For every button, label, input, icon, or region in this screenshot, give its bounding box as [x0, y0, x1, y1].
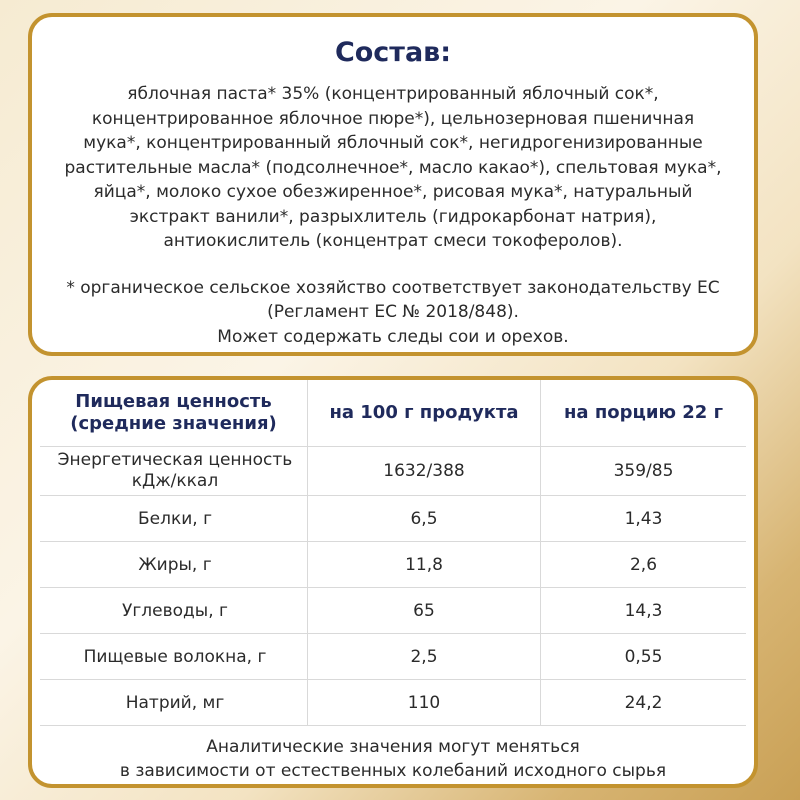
- footnote-text: [60, 276, 726, 350]
- value-per-portion: 24,2: [541, 680, 747, 726]
- ingredients-line: экстракт ванили*, разрыхлитель (гидрокарбонат натрия),: [129, 206, 657, 227]
- ingredients-line: антиокислитель (концентрат смеси токоферолов).: [163, 231, 623, 251]
- header-per-100g: на 100 г продукта: [308, 380, 541, 447]
- row-label: Пищевые волокна, г: [40, 634, 308, 680]
- value-per-100g: 6,5: [308, 496, 541, 542]
- composition-card: [28, 13, 758, 356]
- row-label: Углеводы, г: [40, 588, 308, 634]
- table-row: [40, 542, 746, 588]
- table-row: [40, 447, 746, 496]
- table-header-row: [40, 380, 746, 447]
- analytic-note: Аналитические значения могут меняться в зависимости от естественных колебаний исходного сырья: [119, 737, 667, 781]
- table-row: [40, 680, 746, 726]
- value-per-portion: 0,55: [541, 634, 747, 680]
- table-row: [40, 588, 746, 634]
- footnote-line: (Регламент ЕС № 2018/848).: [267, 302, 519, 322]
- value-per-100g: 65: [308, 588, 541, 634]
- nutrition-card: [28, 376, 758, 788]
- row-label: Жиры, г: [40, 542, 308, 588]
- value-per-100g: 11,8: [308, 542, 541, 588]
- ingredients-line: растительные масла* (подсолнечное*, масло какао*), спельтовая мука*,: [64, 157, 722, 178]
- row-label: Натрий, мг: [40, 680, 308, 726]
- ingredients-line: мука*, концентрированный яблочный сок*, негидрогенизированные: [83, 133, 703, 153]
- ingredients-text: [60, 82, 726, 254]
- nutrition-table: [40, 380, 746, 726]
- row-label: Энергетическая ценность кДж/ккал: [40, 447, 308, 496]
- ingredients-line: яблочная паста* 35% (концентрированный яблочный сок*,: [127, 84, 659, 104]
- table-row: [40, 496, 746, 542]
- value-per-100g: 110: [308, 680, 541, 726]
- footnote-line: * органическое сельское хозяйство соответствует законодательству ЕС: [66, 277, 720, 298]
- ingredients-line: концентрированное яблочное пюре*), цельнозерновая пшеничная: [91, 108, 695, 129]
- value-per-portion: 14,3: [541, 588, 747, 634]
- value-per-100g: 1632/388: [308, 447, 541, 496]
- row-label: Белки, г: [40, 496, 308, 542]
- value-per-100g: 2,5: [308, 634, 541, 680]
- table-row: [40, 634, 746, 680]
- value-per-portion: 359/85: [541, 447, 747, 496]
- header-per-portion: на порцию 22 г: [541, 380, 747, 447]
- value-per-portion: 2,6: [541, 542, 747, 588]
- header-nutritional-value: Пищевая ценность (средние значения): [40, 380, 308, 447]
- footnote-line: Может содержать следы сои и орехов.: [217, 326, 569, 347]
- value-per-portion: 1,43: [541, 496, 747, 542]
- composition-title: Состав:: [334, 37, 452, 68]
- ingredients-line: яйца*, молоко сухое обезжиренное*, рисовая мука*, натуральный: [93, 182, 693, 202]
